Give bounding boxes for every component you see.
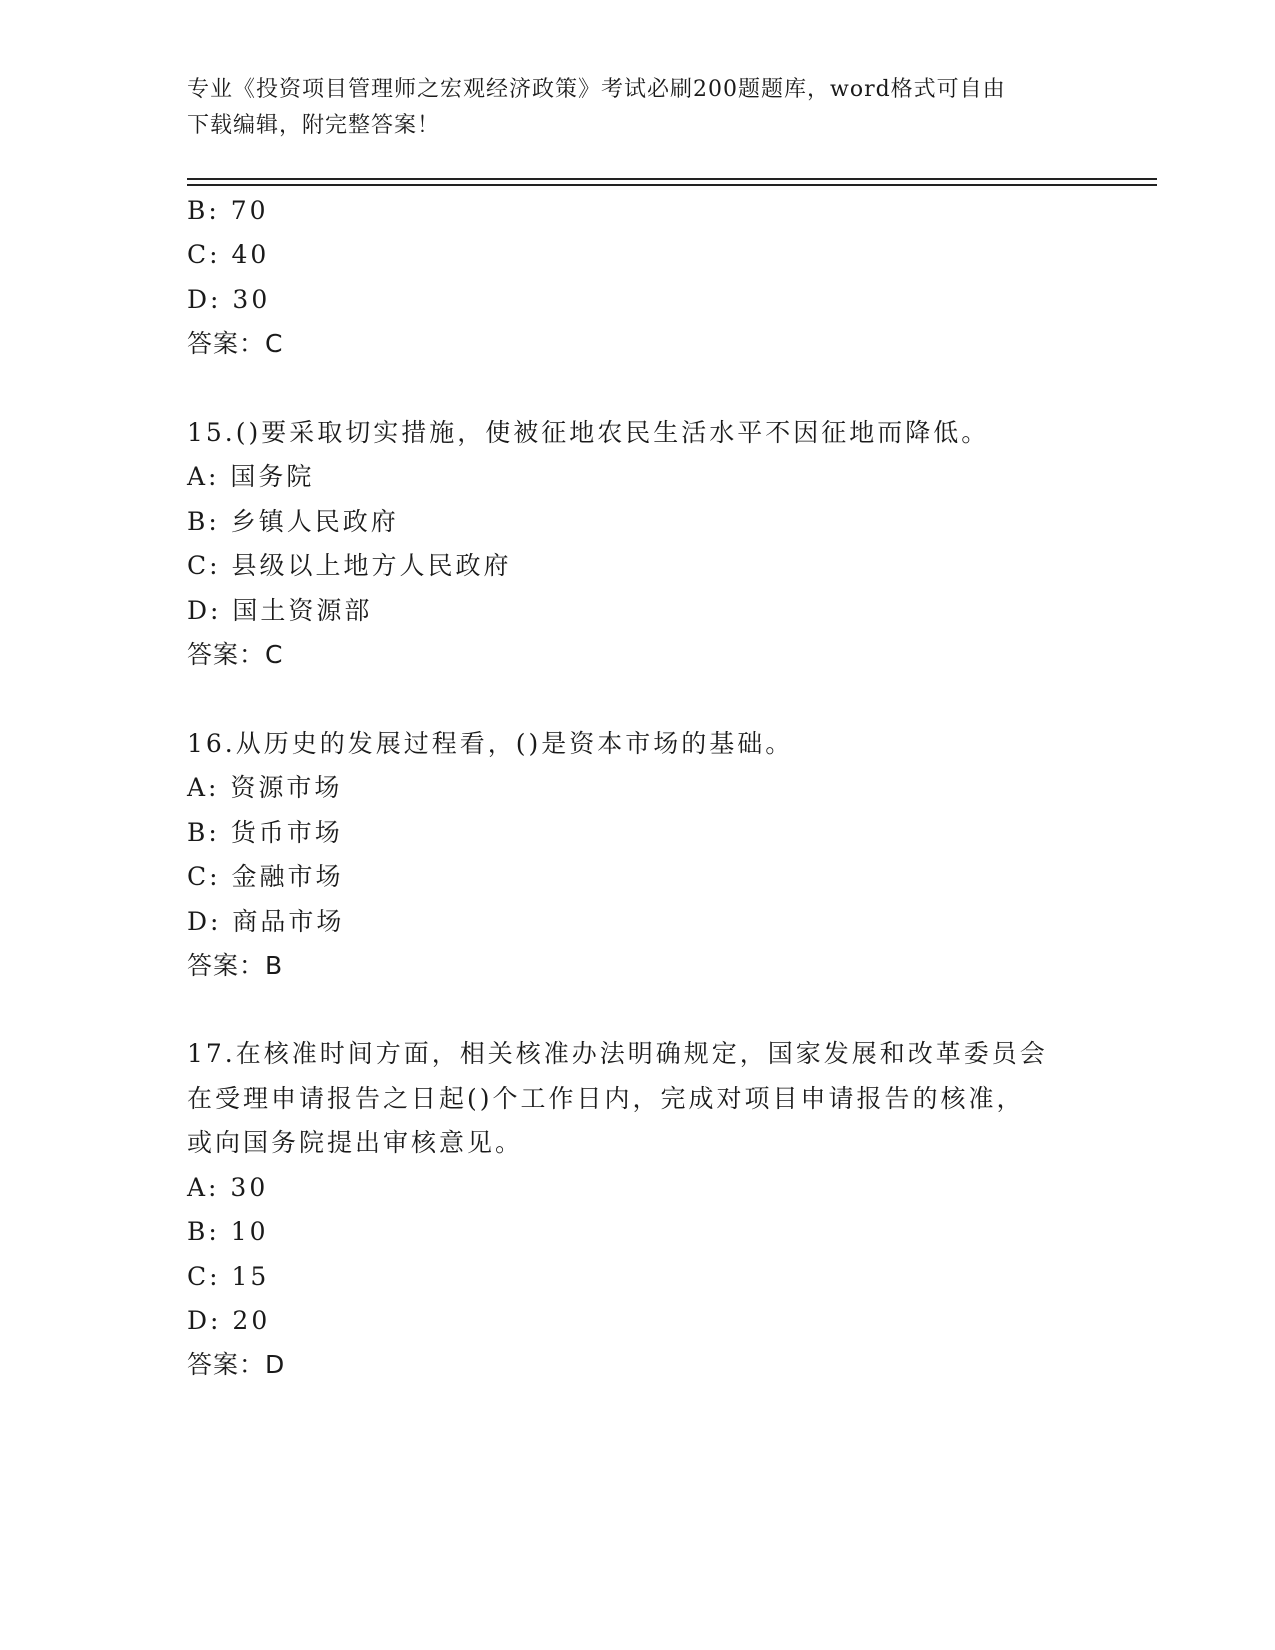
q16-option-b: B: 货币市场 [187, 818, 343, 847]
q15-option-b: B: 乡镇人民政府 [187, 507, 399, 536]
q16-answer: 答案：B [187, 951, 284, 980]
q17-answer: 答案：D [187, 1350, 286, 1379]
q17-option-a: A: 30 [187, 1173, 269, 1202]
q16-option-c: C: 金融市场 [187, 862, 344, 891]
header-line-2: 下载编辑，附完整答案！ [187, 113, 441, 138]
document-header [187, 72, 1087, 144]
header-line-1: 专业《投资项目管理师之宏观经济政策》考试必刷200题题库，word格式可自由 [187, 77, 1006, 102]
q17-stem-line-1: 17.在核准时间方面，相关核准办法明确规定，国家发展和改革委员会 [187, 1039, 1048, 1068]
q17-option-d: D: 20 [187, 1306, 271, 1335]
q14-option-c: C: 40 [187, 240, 270, 269]
q15-stem: 15.()要采取切实措施，使被征地农民生活水平不因征地而降低。 [187, 418, 990, 447]
q16-option-d: D: 商品市场 [187, 907, 345, 936]
q17-stem-line-2: 在受理申请报告之日起()个工作日内，完成对项目申请报告的核准， [187, 1084, 1025, 1113]
q14-answer: 答案：C [187, 329, 284, 358]
q14-option-b: B: 70 [187, 196, 269, 225]
q15-answer: 答案：C [187, 640, 284, 669]
q15-option-c: C: 县级以上地方人民政府 [187, 551, 512, 580]
q17-stem-line-3: 或向国务院提出审核意见。 [187, 1128, 524, 1157]
header-divider-top [187, 178, 1157, 180]
q16-stem: 16.从历史的发展过程看，()是资本市场的基础。 [187, 729, 794, 758]
q14-option-d: D: 30 [187, 285, 271, 314]
header-divider-bottom [187, 184, 1157, 186]
q15-option-a: A: 国务院 [187, 462, 315, 491]
q15-option-d: D: 国土资源部 [187, 596, 373, 625]
q17-option-c: C: 15 [187, 1262, 270, 1291]
q17-option-b: B: 10 [187, 1217, 269, 1246]
q16-option-a: A: 资源市场 [187, 773, 343, 802]
